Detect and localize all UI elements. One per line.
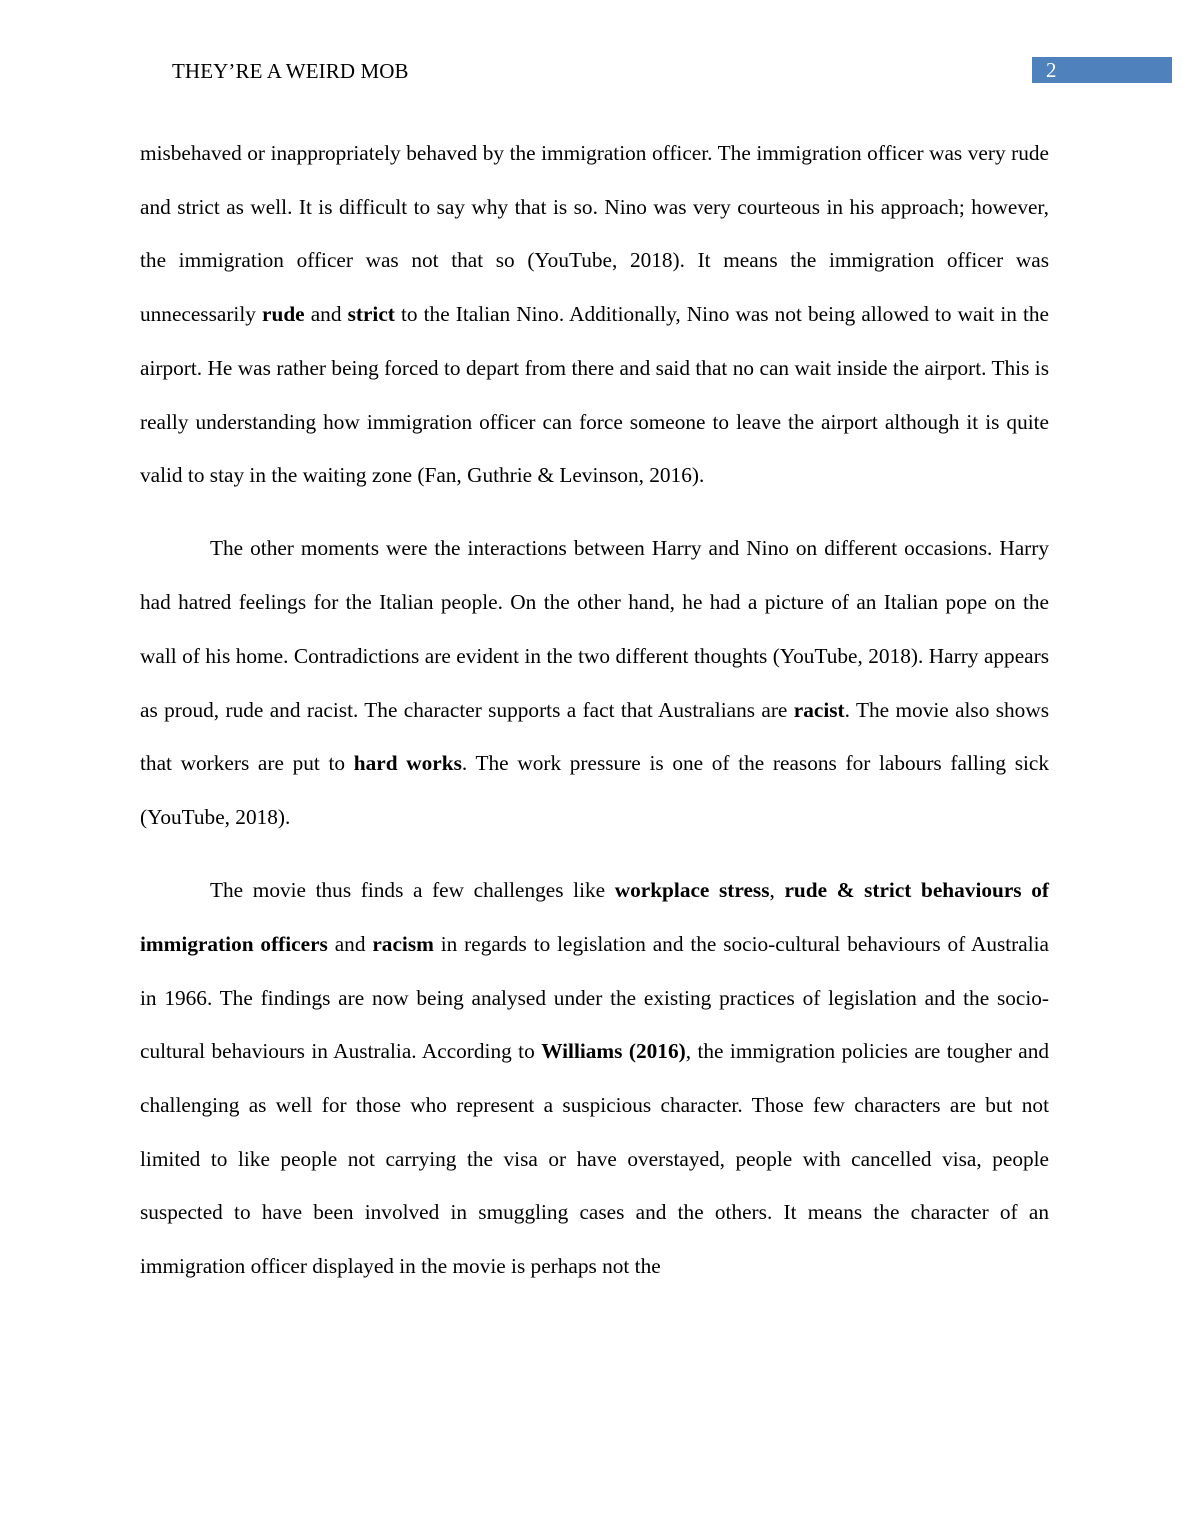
text-run: misbehaved or inappropriately behaved by the immigration officer. The immigration officer was very rude and strict as well. It is difficult to say why that is so. Nino was very courteous in his approach; however, the immigration officer was not that so (YouTube, 2018). It means the immigration officer was unnecessarily [140, 141, 1049, 327]
text-run: The other moments were the interactions between Harry and Nino on different occasions. Harry had hatred feelings for the Italian people. On the other hand, he had a picture of an Italian pope on the wall of his home. Contradictions are evident in the two different thoughts (YouTube, 2018). Harry appears as proud, rude and racist. The character supports a fact that Australians are [140, 536, 1049, 722]
bold-text-run: workplace stress [614, 878, 770, 903]
paragraph-3 [140, 864, 1049, 1294]
text-run: in regards to legislation and the socio-cultural behaviours of Australia in 1966. The findings are now being analysed under the existing practices of legislation and the socio-cultural behaviours in Australia. According to [140, 931, 1050, 1064]
page-header [0, 0, 1190, 100]
bold-text-run: rude [262, 302, 305, 327]
bold-text-run: racism [372, 931, 434, 956]
bold-text-run: strict [347, 302, 395, 327]
bold-text-run: Williams (2016) [541, 1039, 686, 1064]
text-run: , [769, 878, 785, 903]
bold-text-run: racist [793, 697, 845, 722]
text-run: , the immigration policies are tougher and challenging as well for those who represent a suspicious character. Those few characters are but not limited to like people not carrying the visa or have overstayed, people with cancelled visa, people suspected to have been involved in smuggling cases and the others. It means the character of an immigration officer displayed in the movie is perhaps not the [140, 1039, 1050, 1279]
running-head: THEY’RE A WEIRD MOB [172, 59, 409, 83]
text-run: and [304, 302, 348, 327]
text-run: to the Italian Nino. Additionally, Nino was not being allowed to wait in the airport. He was rather being forced to depart from there and said that no can wait inside the airport. This is really understanding how immigration officer can force someone to leave the airport although it is quite valid to stay in the waiting zone (Fan, Guthrie & Levinson, 2016). [140, 302, 1050, 488]
page-number: 2 [1046, 58, 1057, 82]
paragraph-2 [140, 522, 1049, 844]
text-run: . The movie also shows that workers are put to [140, 697, 1050, 776]
text-run: . The work pressure is one of the reasons for labours falling sick (YouTube, 2018). [140, 751, 1049, 829]
bold-text-run: hard works [353, 751, 462, 776]
text-run: The movie thus finds a few challenges like [210, 878, 615, 903]
bold-text-run: rude & strict behaviours of immigration officers [140, 878, 1049, 956]
text-run: and [327, 931, 373, 956]
document-body [140, 127, 1049, 1294]
page-number-box [1032, 57, 1172, 83]
paragraph-1 [140, 127, 1049, 503]
